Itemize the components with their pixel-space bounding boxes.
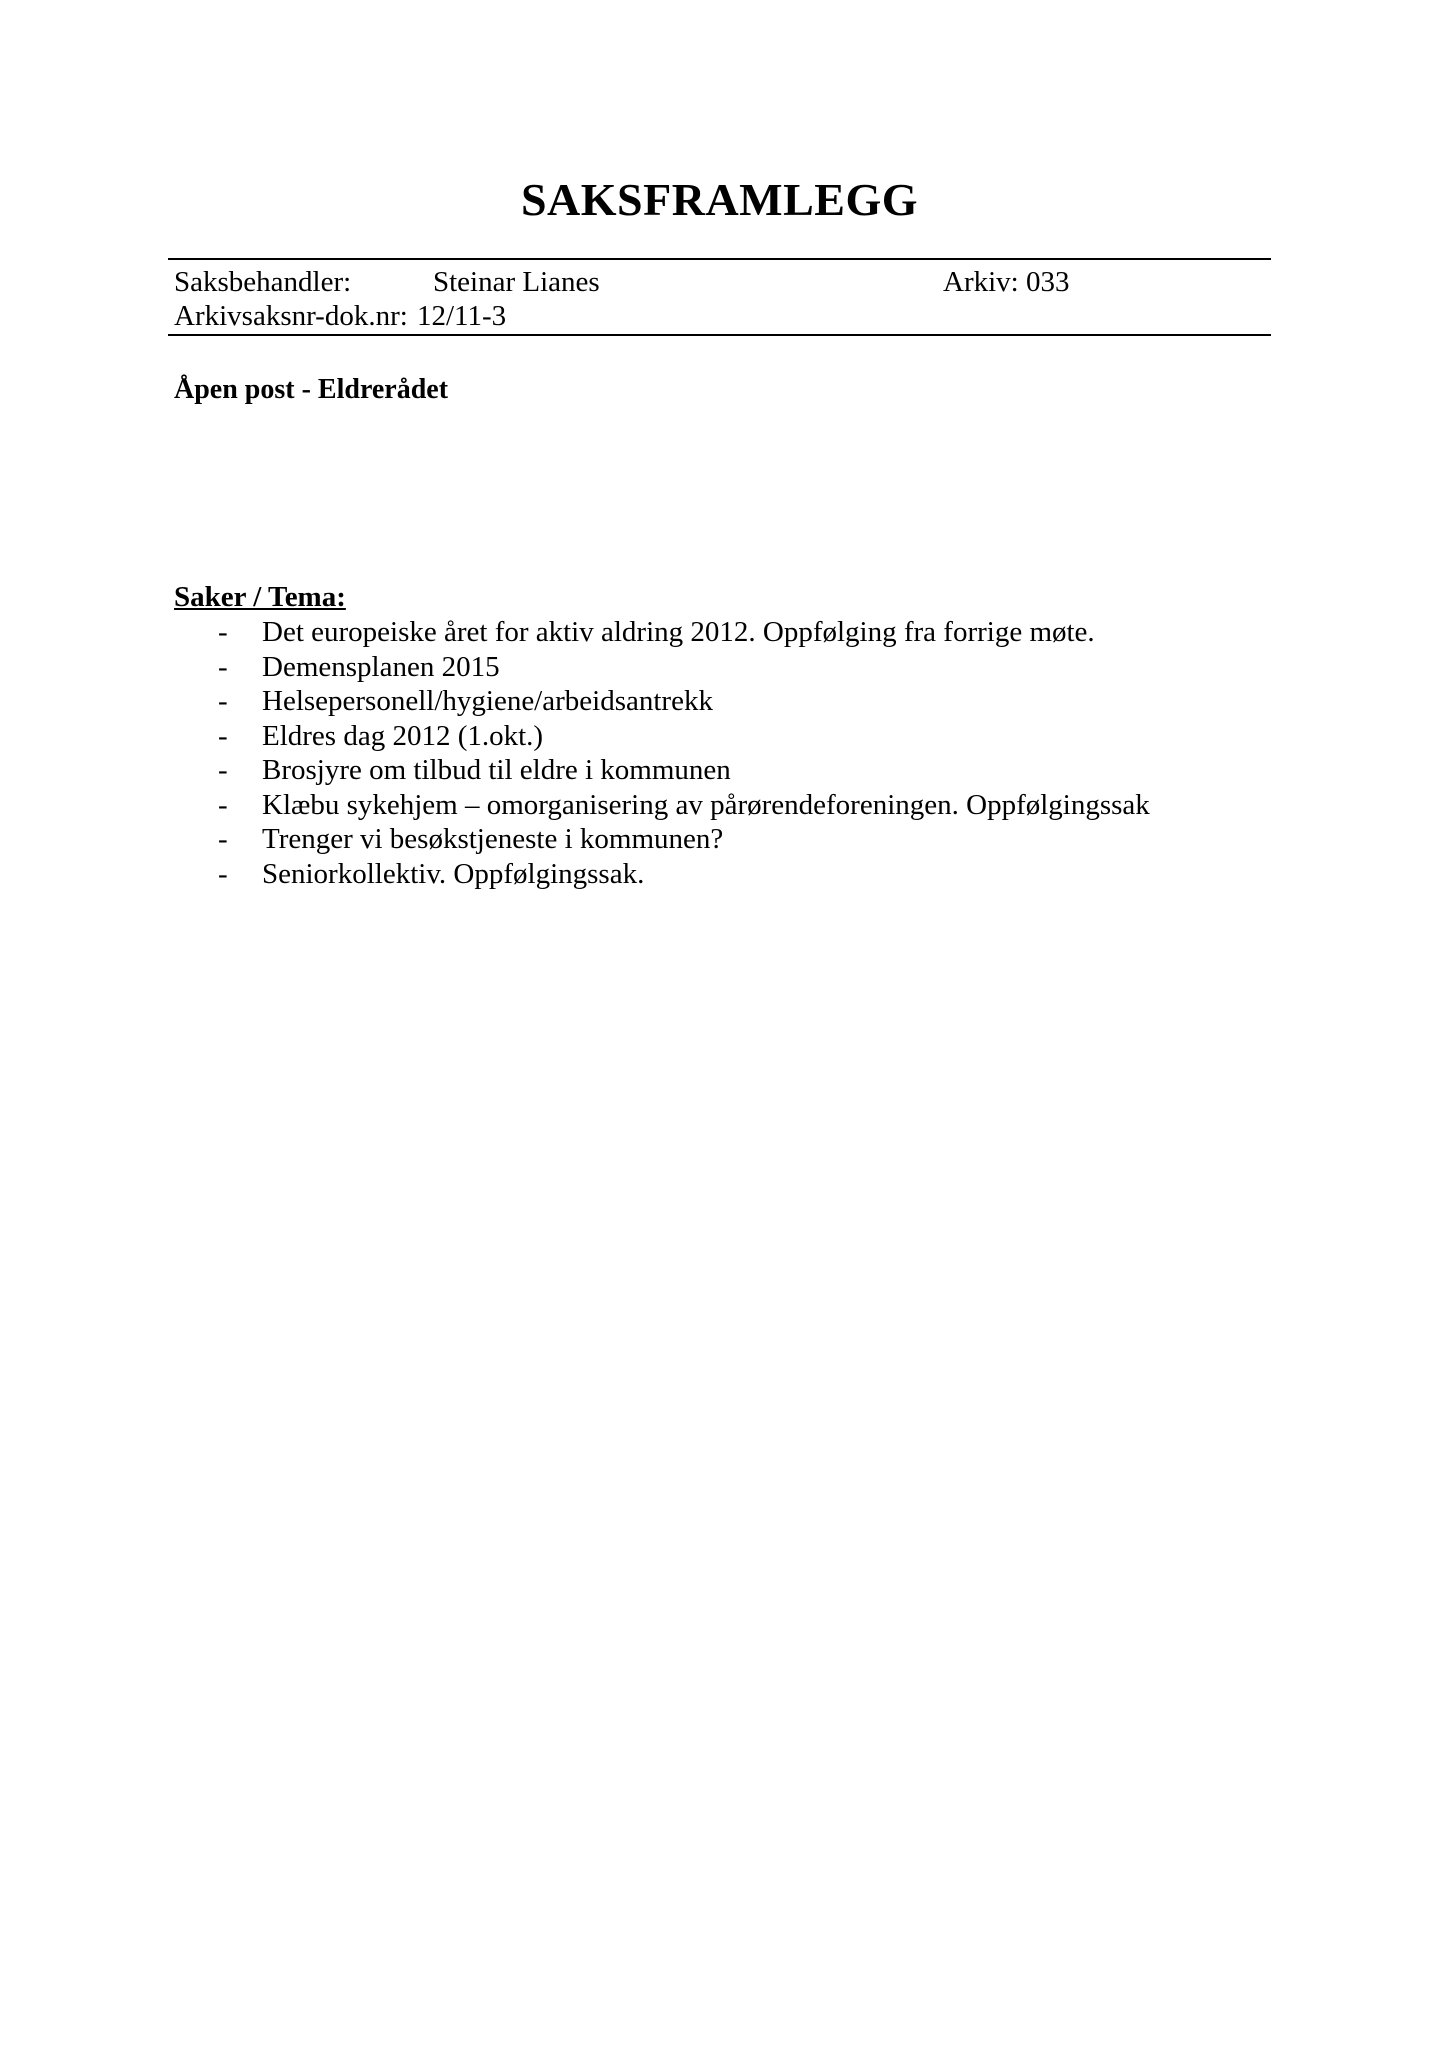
bullet-dash: -	[218, 719, 228, 752]
list-item-text: Det europeiske året for aktiv aldring 2012. Oppfølging fra forrige møte.	[262, 616, 1095, 648]
case-heading: Åpen post - Eldrerådet	[174, 374, 449, 405]
bullet-dash: -	[218, 754, 228, 786]
list-item	[0, 822, 1439, 857]
list-item	[0, 650, 1439, 685]
list-item-text: Klæbu sykehjem – omorganisering av pårørendeforeningen. Oppfølgingssak	[262, 788, 1150, 821]
saksbehandler-value: Steinar Lianes	[433, 266, 600, 298]
list-item	[0, 684, 1439, 719]
list-item-text: Eldres dag 2012 (1.okt.)	[262, 719, 544, 752]
list-item	[0, 719, 1439, 754]
list-item-text: Brosjyre om tilbud til eldre i kommunen	[262, 754, 731, 786]
arkiv-value: Arkiv: 033	[943, 266, 1070, 298]
header-rule-top	[168, 258, 1271, 260]
list-item-text: Helsepersonell/hygiene/arbeidsantrekk	[262, 685, 713, 717]
topic-list	[0, 615, 1439, 891]
list-item	[0, 788, 1439, 823]
bullet-dash: -	[218, 616, 228, 648]
bullet-dash: -	[218, 650, 228, 683]
list-item-text: Trenger vi besøkstjeneste i kommunen?	[262, 823, 724, 855]
bullet-dash: -	[218, 685, 228, 717]
list-item	[0, 615, 1439, 650]
header-rule-bottom	[168, 334, 1271, 336]
list-item	[0, 753, 1439, 788]
list-item	[0, 857, 1439, 892]
saksbehandler-label: Saksbehandler:	[174, 266, 352, 298]
list-item-text: Seniorkollektiv. Oppfølgingssak.	[262, 857, 645, 890]
arkivsaksnr-label: Arkivsaksnr-dok.nr:	[174, 300, 408, 332]
bullet-dash: -	[218, 823, 228, 855]
bullet-dash: -	[218, 788, 228, 821]
document-title: SAKSFRAMLEGG	[520, 174, 919, 225]
bullet-dash: -	[218, 857, 228, 890]
section-title-saker-tema: Saker / Tema:	[174, 581, 346, 613]
list-item-text: Demensplanen 2015	[262, 650, 500, 683]
arkivsaksnr-value: 12/11-3	[417, 300, 507, 332]
